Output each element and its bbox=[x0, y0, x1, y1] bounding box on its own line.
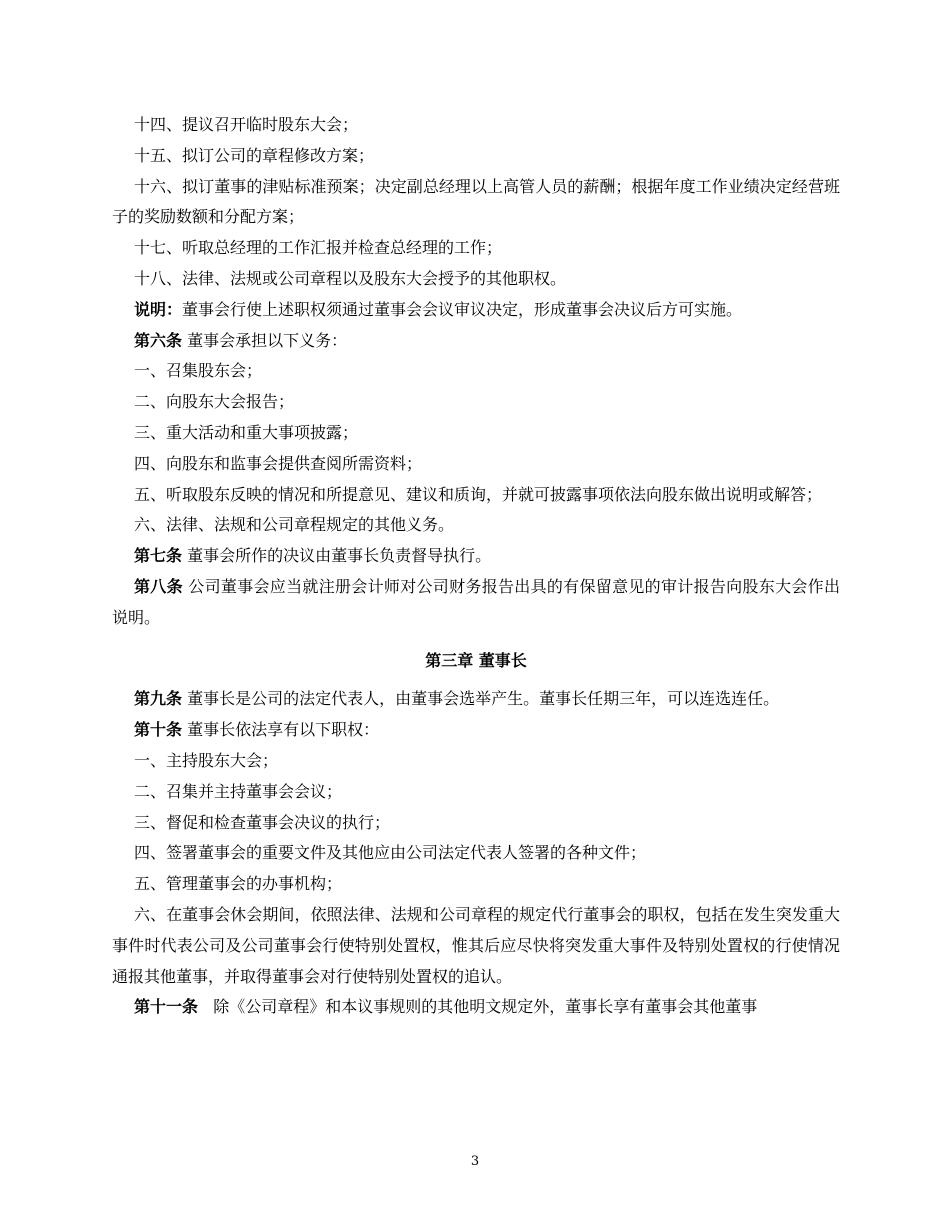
paragraph bbox=[112, 510, 840, 541]
paragraph bbox=[112, 326, 840, 357]
paragraph bbox=[112, 172, 840, 234]
paragraph-lead: 说明： bbox=[134, 299, 183, 319]
paragraph bbox=[112, 777, 840, 808]
paragraph bbox=[112, 480, 840, 511]
paragraph-text: 二、向股东大会报告； bbox=[134, 392, 295, 412]
paragraph-text: 董事会承担以下义务： bbox=[182, 330, 348, 350]
paragraph-lead: 第七条 bbox=[134, 546, 183, 566]
paragraph-text: 董事长依法享有以下职权： bbox=[182, 720, 380, 740]
paragraph-text: 五、听取股东反映的情况和所提意见、建议和质询，并就可披露事项依法向股东做出说明或解答； bbox=[134, 484, 823, 504]
paragraph-lead: 第六条 bbox=[134, 330, 183, 350]
paragraph-text: 十八、法律、法规或公司章程以及股东大会授予的其他职权。 bbox=[134, 268, 567, 288]
paragraph bbox=[112, 900, 840, 992]
paragraph bbox=[112, 572, 840, 634]
paragraph-lead: 第八条 bbox=[134, 576, 183, 596]
paragraph bbox=[112, 838, 840, 869]
paragraph-lead: 第十条 bbox=[134, 720, 183, 740]
paragraph-text: 十七、听取总经理的工作汇报并检查总经理的工作； bbox=[134, 238, 503, 258]
paragraph-text: 除《公司章程》和本议事规则的其他明文规定外，董事长享有董事会其他董事 bbox=[198, 997, 758, 1017]
paragraph-text: 公司董事会应当就注册会计师对公司财务报告出具的有保留意见的审计报告向股东大会作出说明。 bbox=[112, 576, 840, 627]
paragraph-text: 十四、提议召开临时股东大会； bbox=[134, 115, 359, 134]
paragraph bbox=[112, 541, 840, 572]
paragraph bbox=[112, 233, 840, 264]
paragraph bbox=[112, 684, 840, 715]
paragraph-text: 董事会所作的决议由董事长负责督导执行。 bbox=[182, 546, 492, 566]
paragraph-text: 四、向股东和监事会提供查阅所需资料； bbox=[134, 453, 423, 473]
paragraph bbox=[112, 295, 840, 326]
paragraph-text: 董事会行使上述职权须通过董事会会议审议决定，形成董事会决议后方可实施。 bbox=[182, 299, 743, 319]
paragraph bbox=[112, 387, 840, 418]
paragraph-text: 一、主持股东大会； bbox=[134, 750, 279, 770]
page-content bbox=[112, 110, 840, 1023]
page-number: 3 bbox=[470, 1154, 480, 1169]
paragraph bbox=[112, 141, 840, 172]
paragraph bbox=[112, 264, 840, 295]
paragraph-text: 二、召集并主持董事会会议； bbox=[134, 781, 343, 801]
section-before-heading bbox=[112, 110, 840, 634]
paragraph-text: 五、管理董事会的办事机构； bbox=[134, 874, 343, 894]
paragraph bbox=[112, 869, 840, 900]
paragraph bbox=[112, 808, 840, 839]
paragraph-text: 董事长是公司的法定代表人，由董事会选举产生。董事长任期三年，可以连选连任。 bbox=[182, 689, 780, 709]
paragraph-lead: 第十一条 bbox=[134, 997, 199, 1017]
paragraph-text: 三、重大活动和重大事项披露； bbox=[134, 422, 359, 442]
paragraph-text: 六、在董事会休会期间，依照法律、法规和公司章程的规定代行董事会的职权，包括在发生突发重大事件时代表公司及公司董事会行使特别处置权，惟其后应尽快将突发重大事件及特别处置权的行使情况通报其他董事，并取得董事会对行使特别处置权的追认。 bbox=[112, 904, 840, 986]
paragraph-lead: 第九条 bbox=[134, 689, 183, 709]
paragraph bbox=[112, 992, 840, 1023]
paragraph-text: 三、督促和检查董事会决议的执行； bbox=[134, 812, 391, 832]
paragraph-text: 四、签署董事会的重要文件及其他应由公司法定代表人签署的各种文件； bbox=[134, 843, 647, 863]
paragraph bbox=[112, 449, 840, 480]
paragraph-text: 六、法律、法规和公司章程规定的其他义务。 bbox=[134, 515, 455, 535]
paragraph bbox=[112, 715, 840, 746]
paragraph-text: 十五、拟订公司的章程修改方案； bbox=[134, 145, 375, 165]
paragraph-text: 十六、拟订董事的津贴标准预案；决定副总经理以上高管人员的薪酬；根据年度工作业绩决定经营班子的奖励数额和分配方案； bbox=[112, 176, 840, 227]
paragraph bbox=[112, 746, 840, 777]
chapter-heading: 第三章 董事长 bbox=[425, 650, 527, 670]
paragraph-text: 一、召集股东会； bbox=[134, 361, 263, 381]
paragraph bbox=[112, 356, 840, 387]
paragraph bbox=[112, 418, 840, 449]
section-after-heading bbox=[112, 684, 840, 1023]
paragraph bbox=[112, 110, 840, 141]
